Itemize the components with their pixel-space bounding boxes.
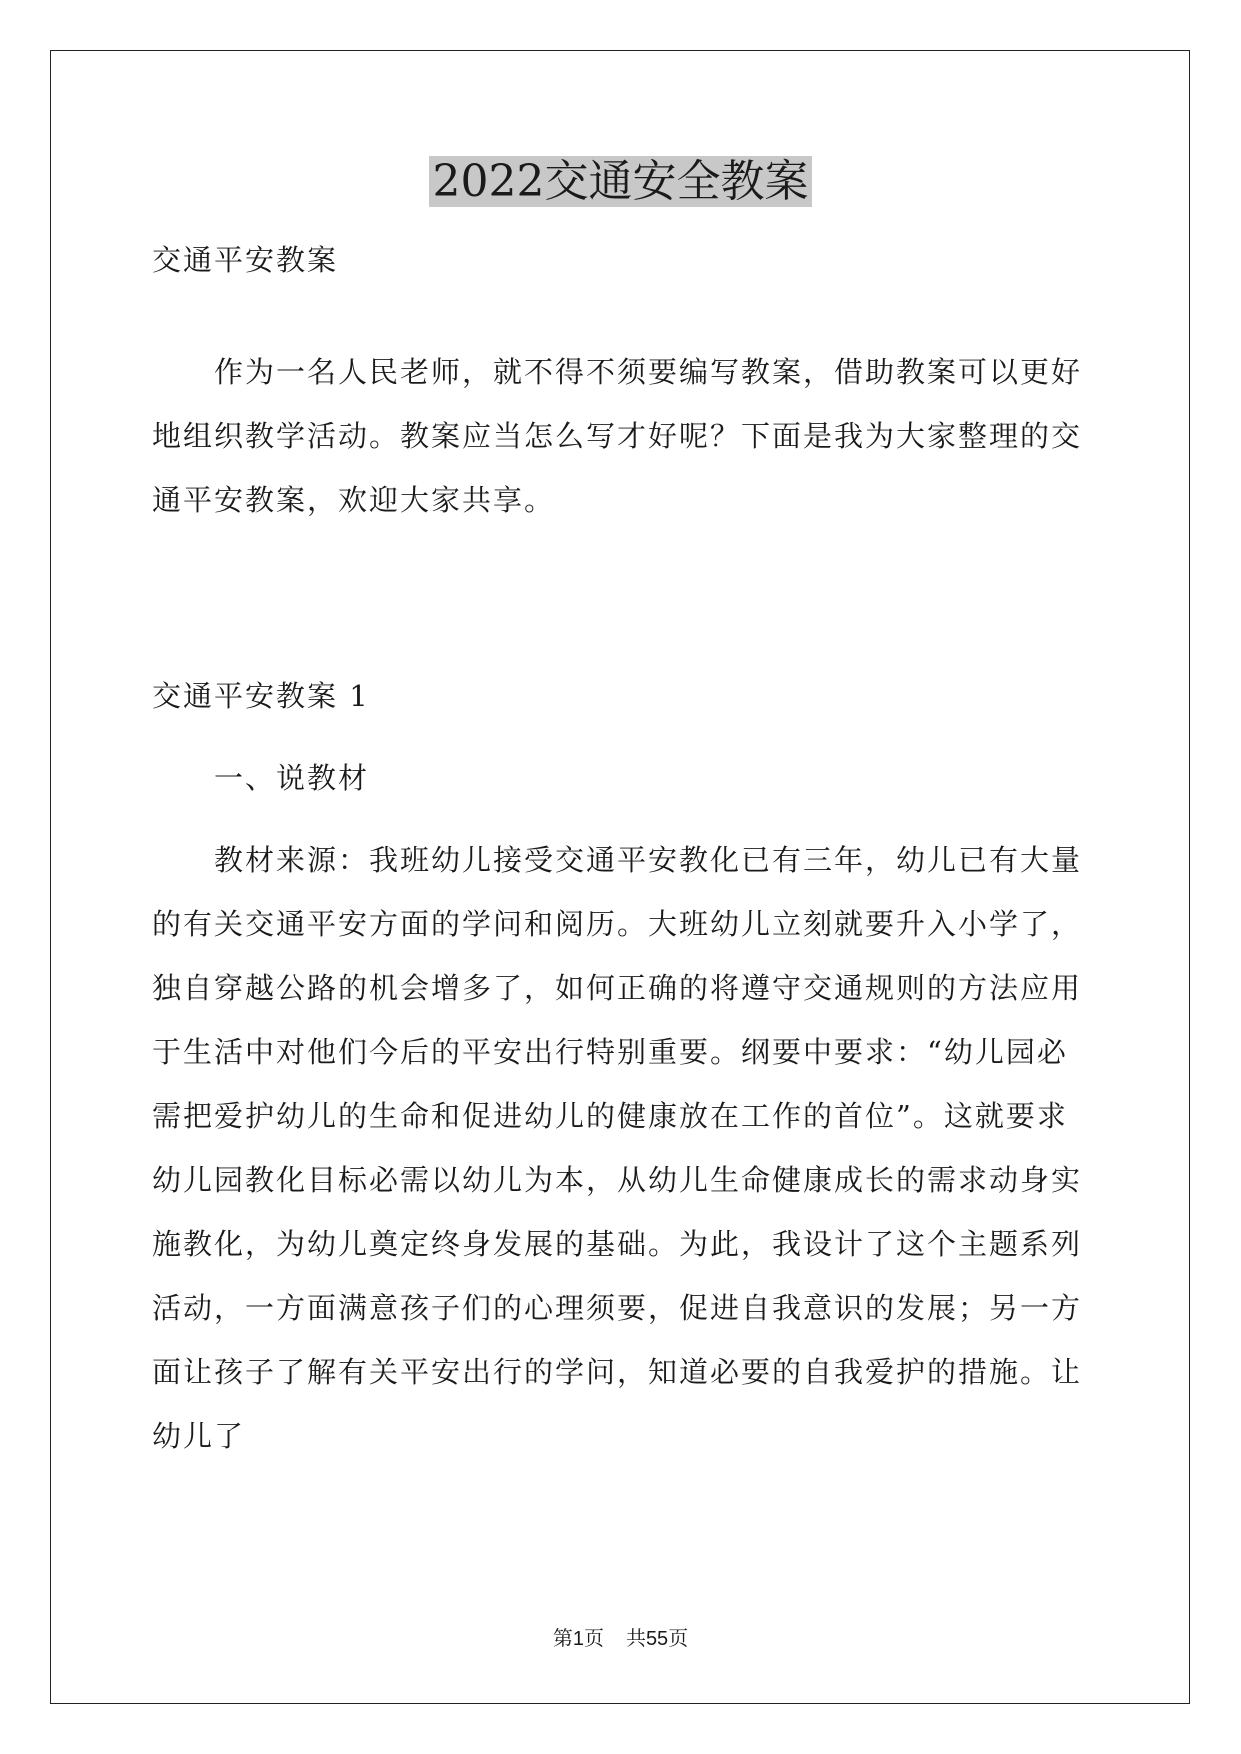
document-title bbox=[0, 150, 1241, 214]
footer-total-prefix: 共 bbox=[625, 1626, 646, 1650]
content-paragraph: 教材来源：我班幼儿接受交通平安教化已有三年，幼儿已有大量的有关交通平安方面的学问和阅历。大班幼儿立刻就要升入小学了，独自穿越公路的机会增多了，如何正确的将遵守交通规则的方法应用于生活中对他们今后的平安出行特别重要。纲要中要求：“幼儿园必需把爱护幼儿的生命和促进幼儿的健康放在工作的首位”。这就要求幼儿园教化目标必需以幼儿为本，从幼儿生命健康成长的需求动身实施教化，为幼儿奠定终身发展的基础。为此，我设计了这个主题系列活动，一方面满意孩子们的心理须要，促进自我意识的发展；另一方面让孩子了解有关平安出行的学问，知道必要的自我爱护的措施。让幼儿了 bbox=[152, 843, 1083, 1453]
footer-page-number: 1 bbox=[572, 1628, 584, 1650]
document-title-text: 2022交通安全教案 bbox=[429, 156, 813, 207]
footer-page-suffix: 页 bbox=[583, 1626, 604, 1650]
intro-paragraph: 作为一名人民老师，就不得不须要编写教案，借助教案可以更好地组织教学活动。教案应当怎么写才好呢？下面是我为大家整理的交通平安教案，欢迎大家共享。 bbox=[152, 355, 1083, 517]
intro-heading: 交通平安教案 bbox=[152, 243, 339, 277]
section-heading: 交通平安教案 1 bbox=[152, 679, 370, 713]
subheading: 一、说教材 bbox=[214, 761, 370, 795]
page-footer bbox=[0, 1624, 1241, 1653]
footer-total-pages: 55 bbox=[645, 1628, 669, 1650]
footer-total-suffix: 页 bbox=[668, 1626, 689, 1650]
footer-page-prefix: 第 bbox=[552, 1626, 573, 1650]
